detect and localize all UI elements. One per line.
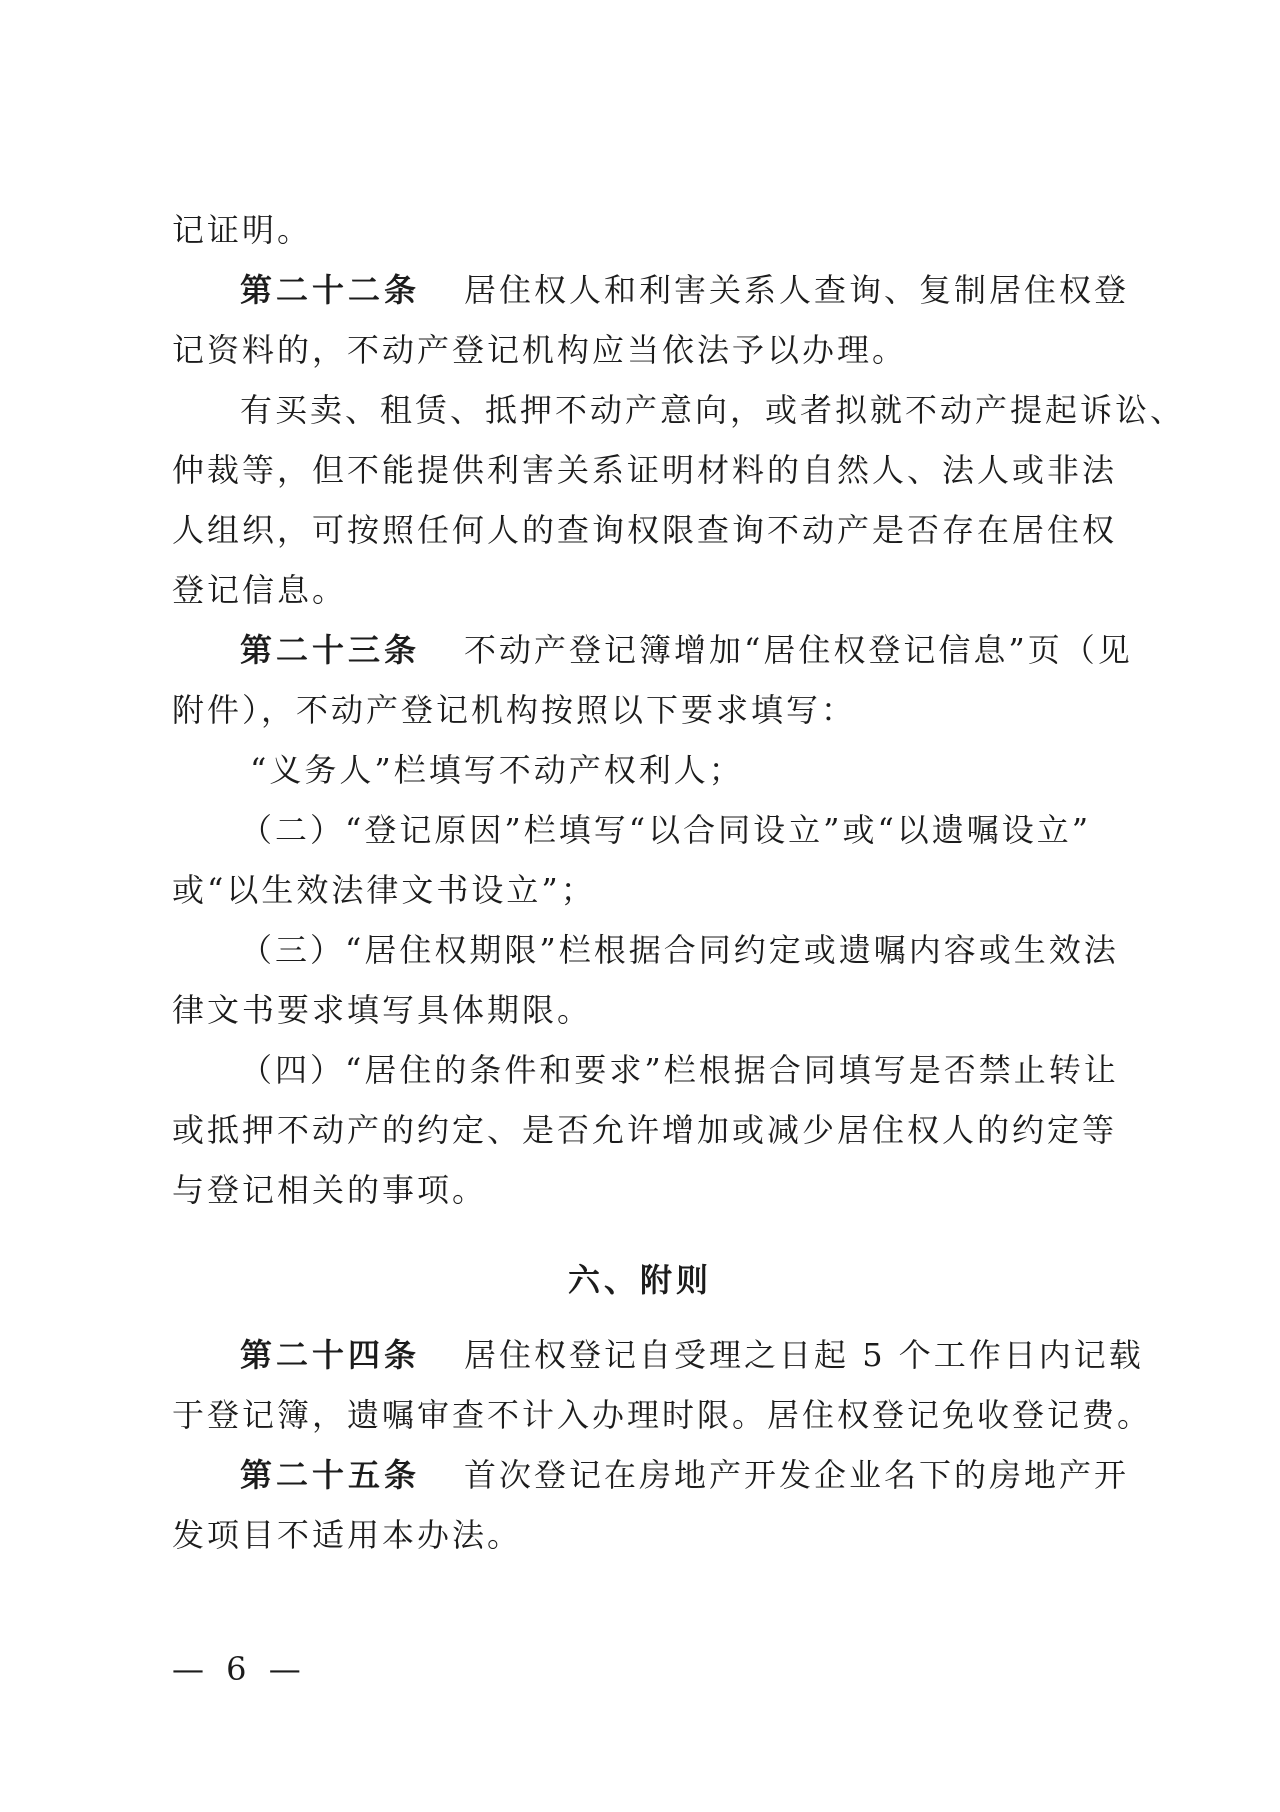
- article-24-label: 第二十四条: [240, 1336, 421, 1374]
- paragraph-22b-line-2: 仲裁等，但不能提供利害关系证明材料的自然人、法人或非法: [172, 451, 1118, 489]
- article-25-first-line: [172, 1445, 1130, 1505]
- paragraph-22b-line-3: 人组织，可按照任何人的查询权限查询不动产是否存在居住权: [172, 511, 1118, 549]
- article-22-text-2: 记资料的，不动产登记机构应当依法予以办理。: [172, 331, 908, 369]
- article-24-first-line: [172, 1325, 1144, 1385]
- article-23-text-1: 不动产登记簿增加“居住权登记信息”页（见: [464, 631, 1133, 669]
- item-4-line-2: 或抵押不动产的约定、是否允许增加或减少居住权人的约定等: [172, 1111, 1118, 1149]
- body-text-lower: [172, 1325, 1153, 1565]
- section-6-heading: 六、附则: [567, 1261, 712, 1299]
- item-3-line-1: （三）“居住权期限”栏根据合同约定或遗嘱内容或生效法: [240, 931, 1119, 969]
- item-1-line: “义务人”栏填写不动产权利人；: [250, 751, 744, 789]
- article-23-first-line: [172, 620, 1133, 680]
- continuation-line: 记证明。: [172, 211, 313, 249]
- article-22-label: 第二十二条: [240, 271, 421, 309]
- paragraph-22b-line-4: 登记信息。: [172, 571, 348, 609]
- body-text-upper: [172, 200, 1186, 1220]
- paragraph-22b-line-1: 有买卖、租赁、抵押不动产意向，或者拟就不动产提起诉讼、: [240, 391, 1186, 429]
- page-number: — 6 —: [172, 1650, 307, 1688]
- item-3-line-2: 律文书要求填写具体期限。: [172, 991, 593, 1029]
- article-24-text-1: 居住权登记自受理之日起 5 个工作日内记载: [464, 1336, 1144, 1374]
- item-4-line-1: （四）“居住的条件和要求”栏根据合同填写是否禁止转让: [240, 1051, 1119, 1089]
- article-25-text-1: 首次登记在房地产开发企业名下的房地产开: [464, 1456, 1130, 1494]
- article-24-text-2: 于登记簿，遗嘱审查不计入办理时限。居住权登记免收登记费。: [172, 1396, 1153, 1434]
- item-4-line-3: 与登记相关的事项。: [172, 1171, 488, 1209]
- article-22-text-1: 居住权人和利害关系人查询、复制居住权登: [464, 271, 1130, 309]
- item-2-line-1: （二）“登记原因”栏填写“以合同设立”或“以遗嘱设立”: [240, 811, 1092, 849]
- article-23-label: 第二十三条: [240, 631, 421, 669]
- article-23-text-2: 附件），不动产登记机构按照以下要求填写：: [172, 691, 857, 729]
- item-2-line-2: 或“以生效法律文书设立”；: [172, 871, 596, 909]
- article-25-label: 第二十五条: [240, 1456, 421, 1494]
- article-22-first-line: [172, 260, 1130, 320]
- article-25-text-2: 发项目不适用本办法。: [172, 1516, 523, 1554]
